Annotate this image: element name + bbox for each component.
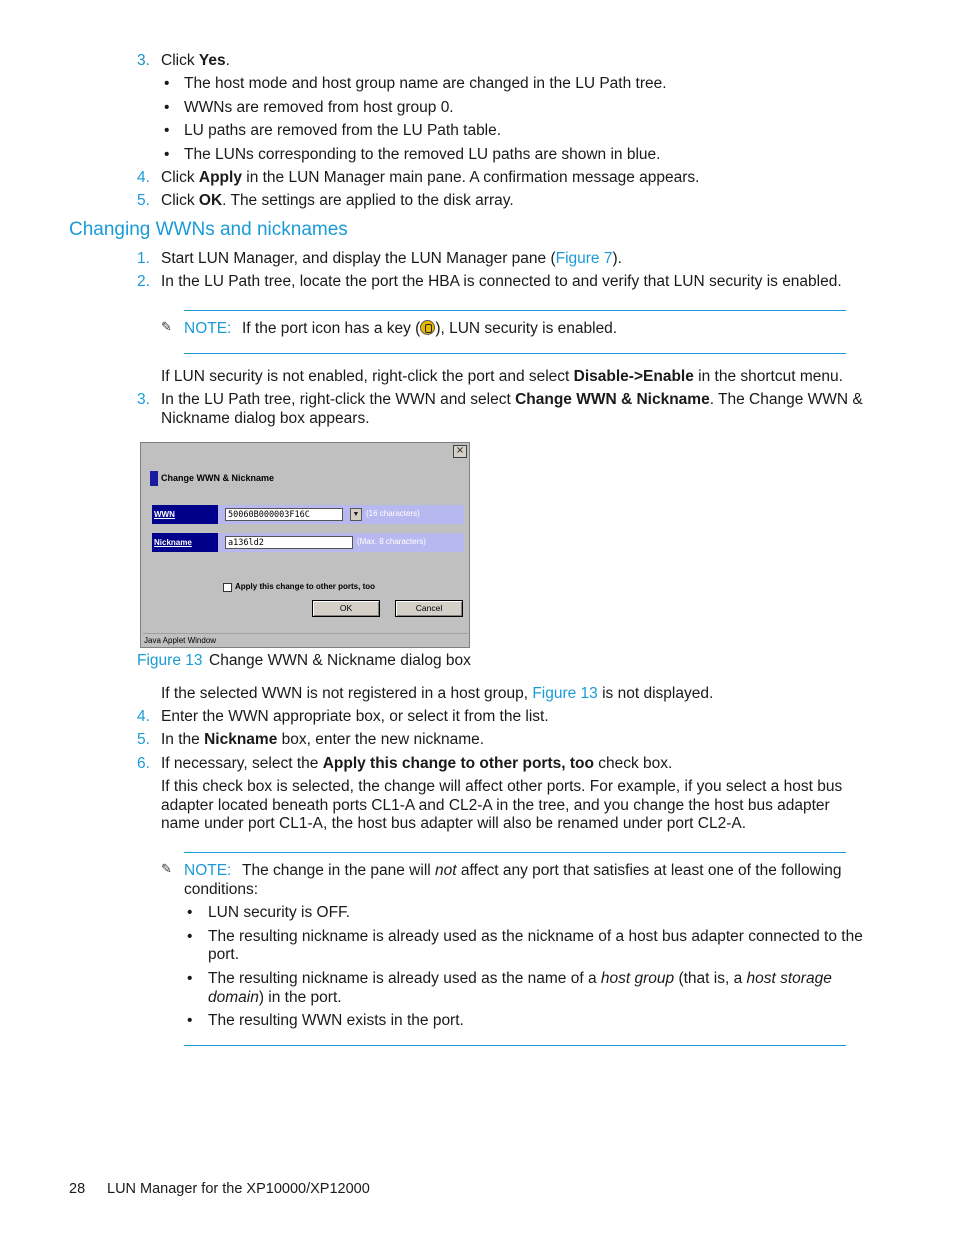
change-wwn-dialog [140, 442, 470, 648]
step-5: 5. Click OK. The settings are applied to the disk array. [137, 192, 514, 209]
footer [69, 1180, 370, 1199]
step-3: 3. Click Yes. [137, 52, 230, 69]
cancel-button[interactable]: Cancel [395, 600, 463, 617]
nickname-label: Nickname [152, 533, 218, 552]
paragraph: adapter located beneath ports CL1-A and CL2-A in the tree, and you change the host bus adapter [161, 797, 830, 814]
note-rule-bottom [184, 353, 846, 354]
close-icon[interactable]: × [453, 445, 467, 458]
note-2-cont: conditions: [184, 881, 259, 898]
bullet-item-cont: port. [208, 946, 240, 963]
title-marker [150, 471, 158, 486]
section-heading: Changing WWNs and nicknames [69, 219, 348, 240]
wwn-hint: (16 characters) [366, 509, 420, 518]
figure-7-link[interactable]: Figure 7 [555, 250, 613, 267]
note-rule-bottom [184, 1045, 846, 1046]
figure-13-link[interactable]: Figure 13 [532, 685, 598, 702]
figure-caption: Figure 13 Change WWN & Nickname dialog box [137, 652, 471, 669]
note-icon: ✎ [161, 861, 172, 876]
footer-title: LUN Manager for the XP10000/XP12000 [107, 1181, 370, 1197]
key-icon [420, 320, 435, 335]
section-step-3-cont: Nickname dialog box appears. [161, 410, 370, 427]
step-4: 4. Click Apply in the LUN Manager main pane. A confirmation message appears. [137, 169, 700, 186]
note-1: NOTE: If the port icon has a key ( ), LUN security is enabled. [184, 320, 618, 337]
dialog-title: Change WWN & Nickname [161, 473, 275, 483]
section-step-2: 2. In the LU Path tree, locate the port the HBA is connected to and verify that LUN security is enabled. [137, 273, 842, 290]
bullet-item-cont: domain) in the port. [208, 989, 342, 1006]
nickname-input[interactable]: a136ld2 [225, 536, 353, 549]
paragraph: If the selected WWN is not registered in a host group, Figure 13 is not displayed. [161, 685, 714, 702]
section-step-6: 6. If necessary, select the Apply this change to other ports, too check box. [137, 755, 673, 772]
apply-other-ports-checkbox[interactable] [223, 583, 232, 592]
chevron-down-icon[interactable]: ▼ [350, 508, 362, 521]
apply-other-ports-label: Apply this change to other ports, too [235, 582, 375, 591]
paragraph: name under port CL1-A, the host bus adapter will also be renamed under port CL2-A. [161, 815, 747, 832]
note-2: NOTE: The change in the pane will not affect any port that satisfies at least one of the following [184, 862, 842, 879]
nickname-hint: (Max. 8 characters) [357, 537, 426, 546]
note-icon: ✎ [161, 319, 172, 334]
wwn-label: WWN [152, 505, 218, 524]
applet-status: Java Applet Window [143, 633, 468, 647]
note-rule-top [184, 852, 846, 853]
section-step-1: 1. Start LUN Manager, and display the LUN Manager pane (Figure 7). [137, 250, 622, 267]
paragraph: If this check box is selected, the change will affect other ports. For example, if you select a host bus [161, 778, 843, 795]
section-step-3: 3. In the LU Path tree, right-click the WWN and select Change WWN & Nickname. The Change WWN & [137, 391, 863, 408]
dialog-panel [143, 459, 467, 633]
note-rule-top [184, 310, 846, 311]
page-number: 28 [69, 1181, 86, 1197]
paragraph: If LUN security is not enabled, right-click the port and select Disable->Enable in the shortcut menu. [161, 368, 843, 385]
nickname-row [152, 533, 464, 552]
section-step-4: 4. Enter the WWN appropriate box, or select it from the list. [137, 708, 549, 725]
wwn-input[interactable]: 50060B000003F16C [225, 508, 343, 521]
section-step-5: 5. In the Nickname box, enter the new nickname. [137, 731, 485, 748]
ok-button[interactable]: OK [312, 600, 380, 617]
wwn-row [152, 505, 464, 524]
